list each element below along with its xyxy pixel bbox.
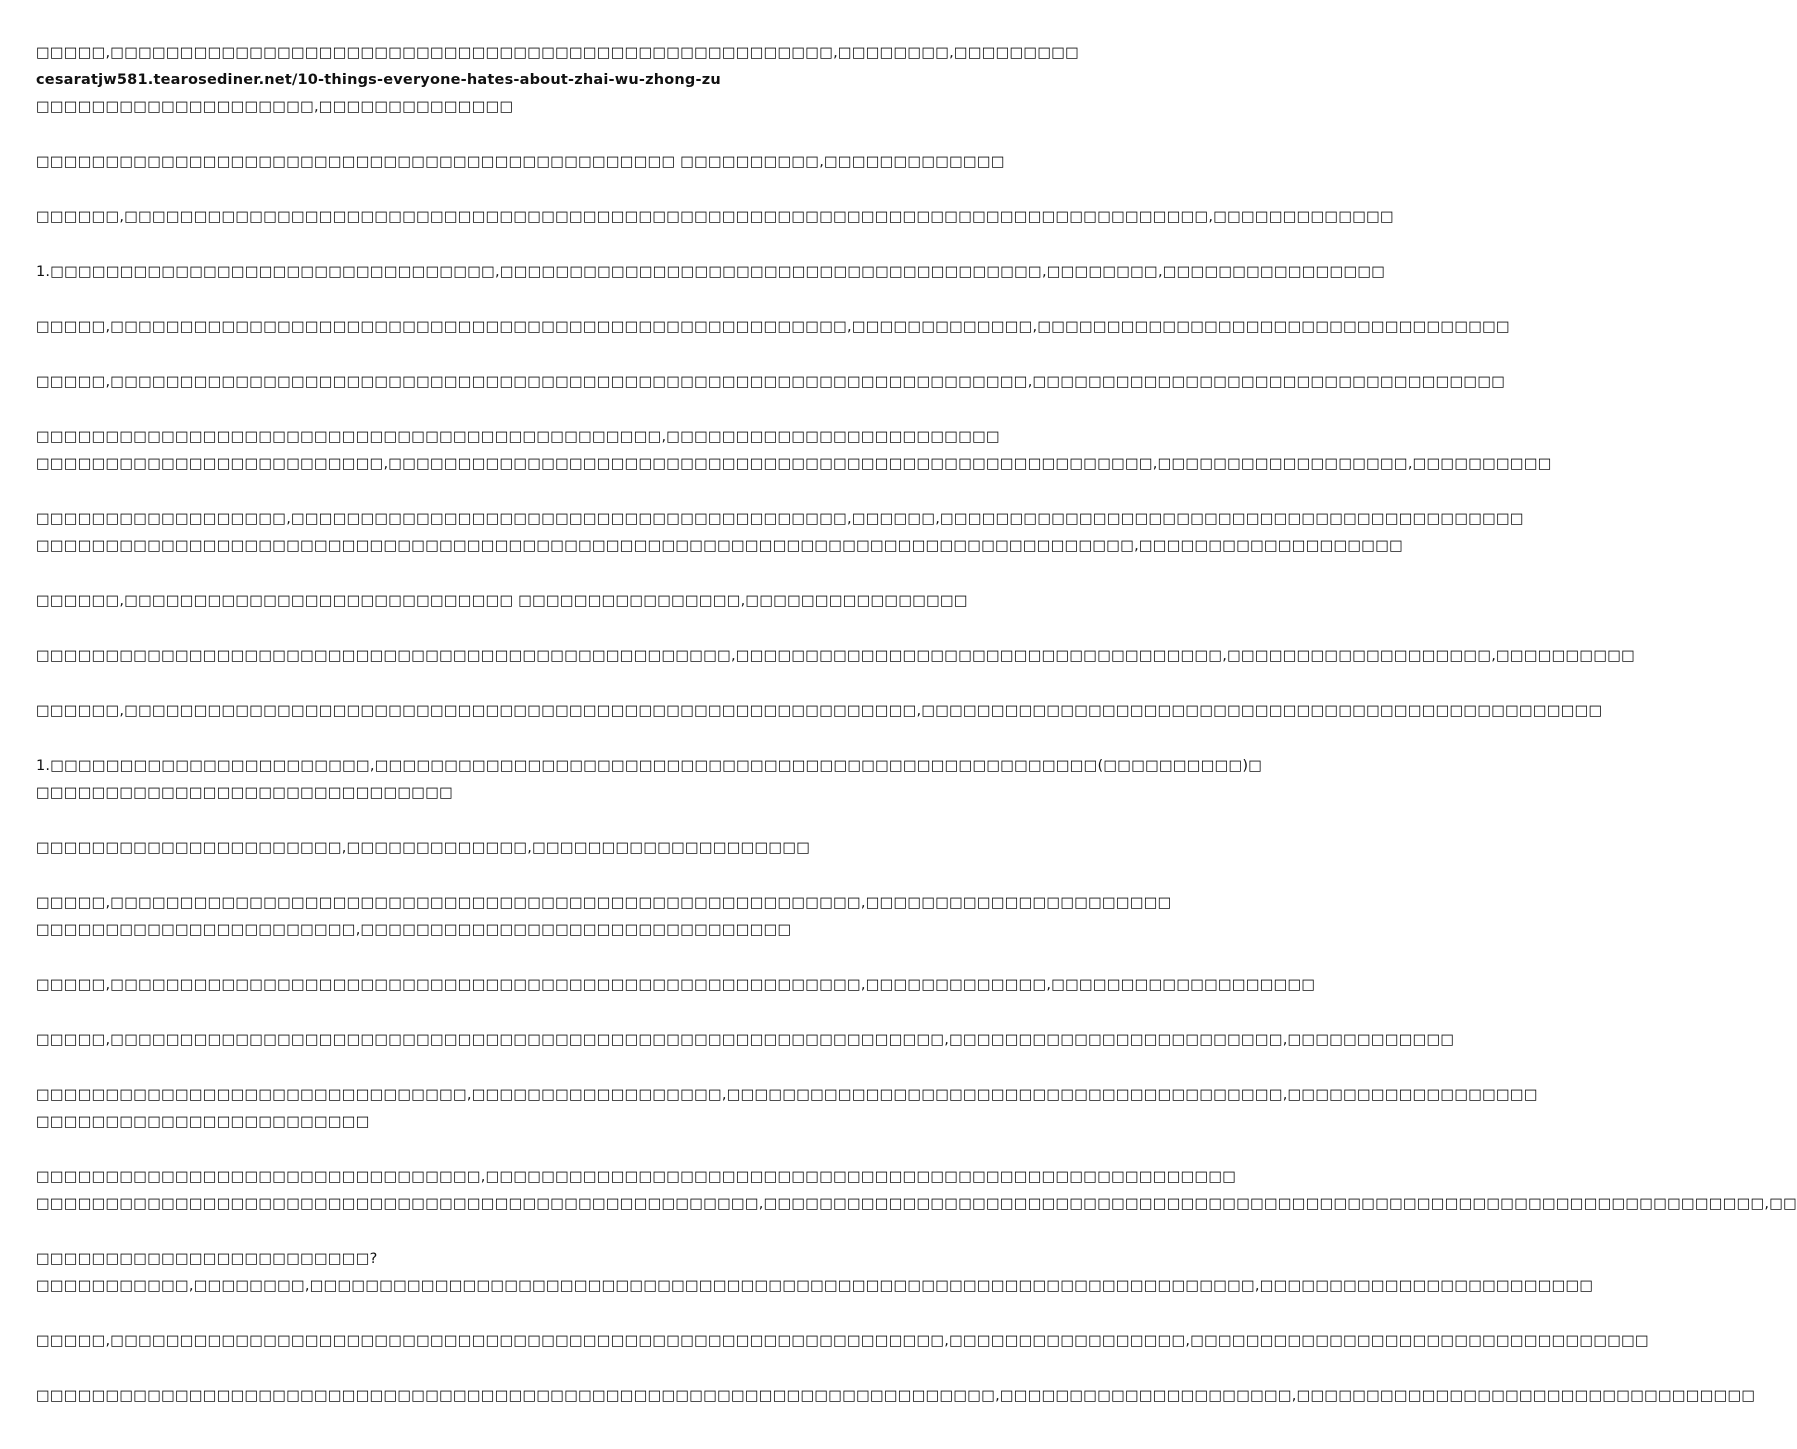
paragraph [36, 259, 1386, 286]
paragraph-line: □□□□□□□□□□□,□□□□□□□□,□□□□□□□□□□□□□□□□□□□□□□□□□□□□□□□□□□□□□□□□□□□□□□□□□□□□□□□□□□□□□□□□□□□□,□□□□□□□□□□□□□□□□□□□□□□□□ [36, 1278, 1594, 1294]
paragraph-line: □□□□□□□□□□□□□□□□□□□□□□□□□□□□□□□□□□□□□□□□□□□□□□ □□□□□□□□□□,□□□□□□□□□□□□□ [36, 154, 1005, 170]
paragraph-line: □□□□□□□□□□□□□□□□□□□□□□□□□□□□□□ [36, 785, 453, 801]
paragraph [36, 972, 1316, 999]
paragraph-line: □□□□□,□□□□□□□□□□□□□□□□□□□□□□□□□□□□□□□□□□□□□□□□□□□□□□□□□□□□□□,□□□□□□□□□□□□□,□□□□□□□□□□□□□□□□□□□ [36, 977, 1316, 993]
paragraph [36, 94, 988, 121]
intro-line: □□□□□,□□□□□□□□□□□□□□□□□□□□□□□□□□□□□□□□□□□□□□□□□□□□□□□□□□□□,□□□□□□□□,□□□□□□□□□ [36, 45, 1080, 61]
paragraph [36, 588, 988, 615]
paragraph-line: □□□□□□,□□□□□□□□□□□□□□□□□□□□□□□□□□□□□□□□□□□□□□□□□□□□□□□□□□□□□□□□□,□□□□□□□□□□□□□□□□□□□□□□□□□□□□□□□□□□□□□□□□□□□□□□□□□ [36, 703, 1603, 719]
paragraph [36, 314, 1510, 341]
paragraph-line: □□□□□,□□□□□□□□□□□□□□□□□□□□□□□□□□□□□□□□□□□□□□□□□□□□□□□□□□□□□,□□□□□□□□□□□□□,□□□□□□□□□□□□□□□□□□□□□□□□□□□□□□□□□□ [36, 319, 1510, 335]
paragraph-line: □□□□□□□□□□□□□□□□□□□□□□□,□□□□□□□□□□□□□□□□□□□□□□□□□□□□□□□ [36, 922, 792, 938]
body-paragraphs [36, 94, 1797, 1410]
paragraph [36, 1027, 1455, 1054]
paragraph-line: □□□□□□,□□□□□□□□□□□□□□□□□□□□□□□□□□□□ □□□□□□□□□□□□□□□□,□□□□□□□□□□□□□□□□ [36, 593, 968, 609]
paragraph-line: □□□□□,□□□□□□□□□□□□□□□□□□□□□□□□□□□□□□□□□□□□□□□□□□□□□□□□□□□□□□□□□□□□□□□□□□,□□□□□□□□□□□□□□□□□□□□□□□□□□□□□□□□□□ [36, 374, 1506, 390]
paragraph-line: □□□□□□□□□□□□□□□□□□,□□□□□□□□□□□□□□□□□□□□□□□□□□□□□□□□□□□□□□□□,□□□□□□,□□□□□□□□□□□□□□□□□□□□□□□□□□□□□□□□□□□□□□□□□□ [36, 511, 1524, 527]
paragraph [36, 835, 988, 862]
paragraph [36, 1164, 1797, 1218]
paragraph-line: □□□□□□□□□□□□□□□□□□□□□□□□□□□□□□□□□□□□□□□□□□□□□□□□□□□□□□□□□□□□□□□□□□□□□□□□□□□□□□□,□□□□□□□□□□□□□□□□□□□ [36, 538, 1404, 554]
paragraph [36, 753, 1263, 807]
paragraph [36, 149, 1005, 176]
paragraph [36, 1082, 1538, 1136]
paragraph-line: 1.□□□□□□□□□□□□□□□□□□□□□□□□□□□□□□□□,□□□□□□□□□□□□□□□□□□□□□□□□□□□□□□□□□□□□□□□,□□□□□□□□,□□□□□□□□□□□□□□□□ [36, 264, 1386, 280]
paragraph [36, 1383, 1756, 1410]
paragraph-line: □□□□□□□□□□□□□□□□□□□□,□□□□□□□□□□□□□□ [36, 99, 514, 115]
paragraph [36, 698, 1603, 725]
paragraph-line: □□□□□□□□□□□□□□□□□□□□□□□□□□□□□□□,□□□□□□□□□□□□□□□□□□,□□□□□□□□□□□□□□□□□□□□□□□□□□□□□□□□□□□□□□□□,□□□□□□□□□□□□□□□□□□ [36, 1087, 1538, 1103]
paragraph-line: □□□□□□□□□□□□□□□□□□□□□□□□□□□□□□□□□□□□□□□□□□□□□,□□□□□□□□□□□□□□□□□□□□□□□□ [36, 429, 1000, 445]
paragraph [36, 1328, 1649, 1355]
paragraph [36, 890, 1172, 944]
paragraph-line: □□□□□□□□□□□□□□□□□□□□□□□□ [36, 1114, 370, 1130]
paragraph [36, 204, 1394, 231]
paragraph-line: □□□□□□□□□□□□□□□□□□□□□□□□□□□□□□□□□□□□□□□□□□□□□□□□□□□□,□□□□□□□□□□□□□□□□□□□□□□□□□□□□□□□□□□□□□□□□□□□□□□□□□□□□□□□□□□□□□□□□□□□□□□□□,□□ [36, 1196, 1797, 1212]
paragraph [36, 1246, 1594, 1300]
paragraph-line: □□□□□□□□□□□□□□□□□□□□□□□□? [36, 1251, 378, 1267]
paragraph-line: □□□□□,□□□□□□□□□□□□□□□□□□□□□□□□□□□□□□□□□□□□□□□□□□□□□□□□□□□□□□,□□□□□□□□□□□□□□□□□□□□□□ [36, 895, 1172, 911]
paragraph [36, 369, 1506, 396]
intro-block [36, 40, 1080, 94]
paragraph [36, 424, 1552, 478]
paragraph-line: □□□□□□□□□□□□□□□□□□□□□□□□□□□□□□□□,□□□□□□□□□□□□□□□□□□□□□□□□□□□□□□□□□□□□□□□□□□□□□□□□□□□□□□ [36, 1169, 1237, 1185]
paragraph-line: □□□□□□□□□□□□□□□□□□□□□□□□□□□□□□□□□□□□□□□□□□□□□□□□□□□□□□□□□□□□□□□□□□□□□,□□□□□□□□□□□□□□□□□□□□□,□□□□□□□□□□□□□□□□□□□□□□□□□□□□□□□□□ [36, 1388, 1756, 1404]
paragraph [36, 643, 1636, 670]
paragraph-line: □□□□□□□□□□□□□□□□□□□□□□,□□□□□□□□□□□□□,□□□□□□□□□□□□□□□□□□□□ [36, 840, 811, 856]
paragraph-line: □□□□□□□□□□□□□□□□□□□□□□□□□,□□□□□□□□□□□□□□□□□□□□□□□□□□□□□□□□□□□□□□□□□□□□□□□□□□□□□□□,□□□□□□□□□□□□□□□□□□,□□□□□□□□□□ [36, 456, 1552, 472]
source-url[interactable]: cesaratjw581.tearosediner.net/10-things-everyone-hates-about-zhai-wu-zhong-zu [36, 72, 721, 88]
paragraph-line: □□□□□,□□□□□□□□□□□□□□□□□□□□□□□□□□□□□□□□□□□□□□□□□□□□□□□□□□□□□□□□□□□□,□□□□□□□□□□□□□□□□□,□□□□□□□□□□□□□□□□□□□□□□□□□□□□□□□□□ [36, 1333, 1649, 1349]
paragraph-line: 1.□□□□□□□□□□□□□□□□□□□□□□□,□□□□□□□□□□□□□□□□□□□□□□□□□□□□□□□□□□□□□□□□□□□□□□□□□□□□(□□□□□□□□□□)□ [36, 758, 1263, 774]
paragraph-line: □□□□□□,□□□□□□□□□□□□□□□□□□□□□□□□□□□□□□□□□□□□□□□□□□□□□□□□□□□□□□□□□□□□□□□□□□□□□□□□□□□□□□,□□□□□□□□□□□□□ [36, 209, 1394, 225]
paragraph-line: □□□□□□□□□□□□□□□□□□□□□□□□□□□□□□□□□□□□□□□□□□□□□□□□□□,□□□□□□□□□□□□□□□□□□□□□□□□□□□□□□□□□□□,□□□□□□□□□□□□□□□□□□□,□□□□□□□□□□ [36, 648, 1636, 664]
paragraph [36, 506, 1524, 560]
document-page [36, 40, 1797, 1438]
paragraph-line: □□□□□,□□□□□□□□□□□□□□□□□□□□□□□□□□□□□□□□□□□□□□□□□□□□□□□□□□□□□□□□□□□□,□□□□□□□□□□□□□□□□□□□□□□□□,□□□□□□□□□□□□ [36, 1032, 1455, 1048]
